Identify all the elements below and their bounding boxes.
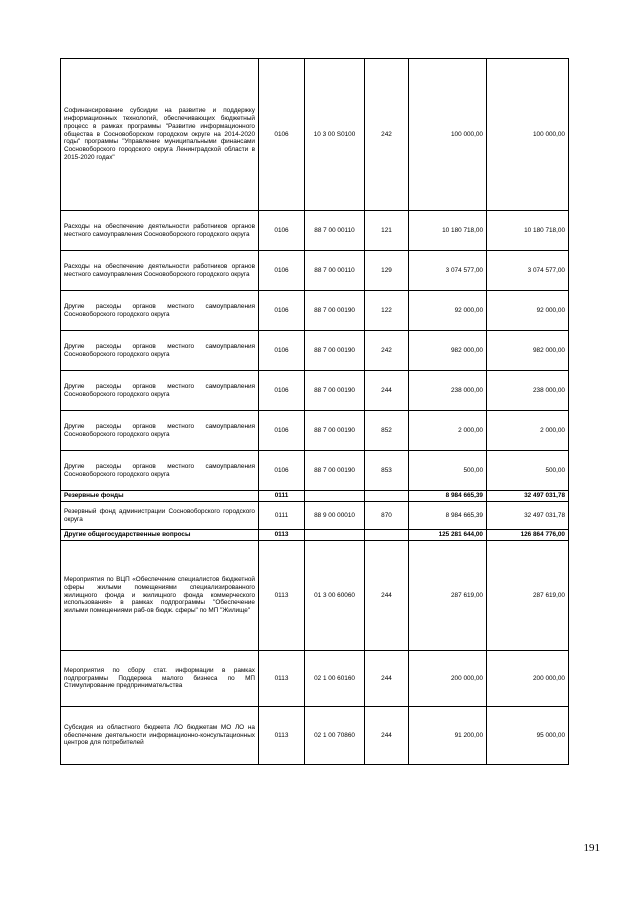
target-code: 88 7 00 00190 [305, 291, 365, 331]
amount-year-1: 10 180 718,00 [409, 211, 487, 251]
amount-year-1: 238 000,00 [409, 371, 487, 411]
amount-year-2: 92 000,00 [487, 291, 569, 331]
expense-type-code: 122 [365, 291, 409, 331]
amount-year-1: 100 000,00 [409, 59, 487, 211]
table-row [61, 411, 569, 451]
target-code [305, 491, 365, 502]
table-row [61, 251, 569, 291]
target-code: 88 9 00 00010 [305, 502, 365, 530]
amount-year-2: 95 000,00 [487, 707, 569, 765]
amount-year-1: 91 200,00 [409, 707, 487, 765]
section-code: 0106 [259, 451, 305, 491]
target-code: 02 1 00 70860 [305, 707, 365, 765]
amount-year-1: 125 281 644,00 [409, 530, 487, 541]
section-code: 0106 [259, 291, 305, 331]
target-code [305, 530, 365, 541]
amount-year-2: 200 000,00 [487, 651, 569, 707]
table-row [61, 491, 569, 502]
amount-year-2: 287 619,00 [487, 541, 569, 651]
row-name: Другие расходы органов местного самоуправления Сосновоборского городского округа [61, 291, 259, 331]
row-name: Другие расходы органов местного самоуправления Сосновоборского городского округа [61, 451, 259, 491]
amount-year-1: 8 984 665,39 [409, 502, 487, 530]
page-number: 191 [583, 842, 600, 854]
expense-type-code: 121 [365, 211, 409, 251]
expense-type-code [365, 530, 409, 541]
row-name: Другие общегосударственные вопросы [61, 530, 259, 541]
table-row [61, 707, 569, 765]
table-row [61, 371, 569, 411]
row-name: Другие расходы органов местного самоуправления Сосновоборского городского округа [61, 371, 259, 411]
section-code: 0106 [259, 331, 305, 371]
amount-year-1: 982 000,00 [409, 331, 487, 371]
row-name: Субсидия из областного бюджета ЛО бюджетам МО ЛО на обеспечение деятельности информационно-консультационных центров для потребителей [61, 707, 259, 765]
expense-type-code [365, 491, 409, 502]
row-name: Расходы на обеспечение деятельности работников органов местного самоуправления Сосновоборского городского округа [61, 211, 259, 251]
row-name: Другие расходы органов местного самоуправления Сосновоборского городского округа [61, 331, 259, 371]
section-code: 0111 [259, 502, 305, 530]
table-row [61, 530, 569, 541]
expense-type-code: 242 [365, 59, 409, 211]
amount-year-1: 287 619,00 [409, 541, 487, 651]
expense-type-code: 244 [365, 371, 409, 411]
table-row [61, 211, 569, 251]
amount-year-1: 92 000,00 [409, 291, 487, 331]
expense-type-code: 244 [365, 651, 409, 707]
row-name: Мероприятия по ВЦП «Обеспечение специалистов бюджетной сферы жилыми помещениями специализированного жилищного фонда и жилищного фонда коммерческого использования» в рамках подпрограммы "Обеспечение жилыми помещениями раб-ов бюдж. сферы" по МП "Жилище" [61, 541, 259, 651]
target-code: 01 3 00 60060 [305, 541, 365, 651]
table-row [61, 331, 569, 371]
section-code: 0111 [259, 491, 305, 502]
table-row [61, 291, 569, 331]
expense-type-code: 870 [365, 502, 409, 530]
budget-table [60, 58, 569, 765]
section-code: 0106 [259, 371, 305, 411]
target-code: 88 7 00 00190 [305, 451, 365, 491]
expense-type-code: 129 [365, 251, 409, 291]
amount-year-1: 8 984 665,39 [409, 491, 487, 502]
row-name: Софинансирование субсидии на развитие и поддержку информационных технологий, обеспечивающих бюджетный процесс в рамках программы "Развитие информационного общества в Сосновоборском городском округе на 2014-2020 годы" программы "Управление муниципальными финансами Сосновоборского городского округа Ленинградской области в 2015-2020 годах" [61, 59, 259, 211]
section-code: 0106 [259, 211, 305, 251]
amount-year-2: 2 000,00 [487, 411, 569, 451]
amount-year-1: 200 000,00 [409, 651, 487, 707]
expense-type-code: 244 [365, 541, 409, 651]
section-code: 0106 [259, 251, 305, 291]
amount-year-2: 32 497 031,78 [487, 502, 569, 530]
expense-type-code: 852 [365, 411, 409, 451]
row-name: Расходы на обеспечение деятельности работников органов местного самоуправления Сосновоборского городского округа [61, 251, 259, 291]
expense-type-code: 242 [365, 331, 409, 371]
table-row [61, 541, 569, 651]
target-code: 88 7 00 00190 [305, 371, 365, 411]
table-row [61, 451, 569, 491]
section-code: 0106 [259, 411, 305, 451]
target-code: 10 3 00 S0100 [305, 59, 365, 211]
target-code: 88 7 00 00190 [305, 331, 365, 371]
target-code: 88 7 00 00110 [305, 251, 365, 291]
amount-year-2: 982 000,00 [487, 331, 569, 371]
section-code: 0106 [259, 59, 305, 211]
target-code: 02 1 00 60160 [305, 651, 365, 707]
section-code: 0113 [259, 530, 305, 541]
target-code: 88 7 00 00110 [305, 211, 365, 251]
expense-type-code: 244 [365, 707, 409, 765]
amount-year-2: 32 497 031,78 [487, 491, 569, 502]
amount-year-1: 500,00 [409, 451, 487, 491]
amount-year-2: 500,00 [487, 451, 569, 491]
row-name: Мероприятия по сбору стат. информации в рамках подпрограммы Поддержка малого бизнеса по МП Стимулирование предпринимательства [61, 651, 259, 707]
table-row [61, 502, 569, 530]
expense-type-code: 853 [365, 451, 409, 491]
amount-year-2: 126 864 776,00 [487, 530, 569, 541]
section-code: 0113 [259, 541, 305, 651]
target-code: 88 7 00 00190 [305, 411, 365, 451]
amount-year-1: 2 000,00 [409, 411, 487, 451]
section-code: 0113 [259, 707, 305, 765]
row-name: Резервный фонд администрации Сосновоборского городского округа [61, 502, 259, 530]
row-name: Другие расходы органов местного самоуправления Сосновоборского городского округа [61, 411, 259, 451]
amount-year-2: 3 074 577,00 [487, 251, 569, 291]
amount-year-2: 100 000,00 [487, 59, 569, 211]
amount-year-2: 10 180 718,00 [487, 211, 569, 251]
row-name: Резервные фонды [61, 491, 259, 502]
amount-year-2: 238 000,00 [487, 371, 569, 411]
table-row [61, 59, 569, 211]
table-row [61, 651, 569, 707]
amount-year-1: 3 074 577,00 [409, 251, 487, 291]
section-code: 0113 [259, 651, 305, 707]
